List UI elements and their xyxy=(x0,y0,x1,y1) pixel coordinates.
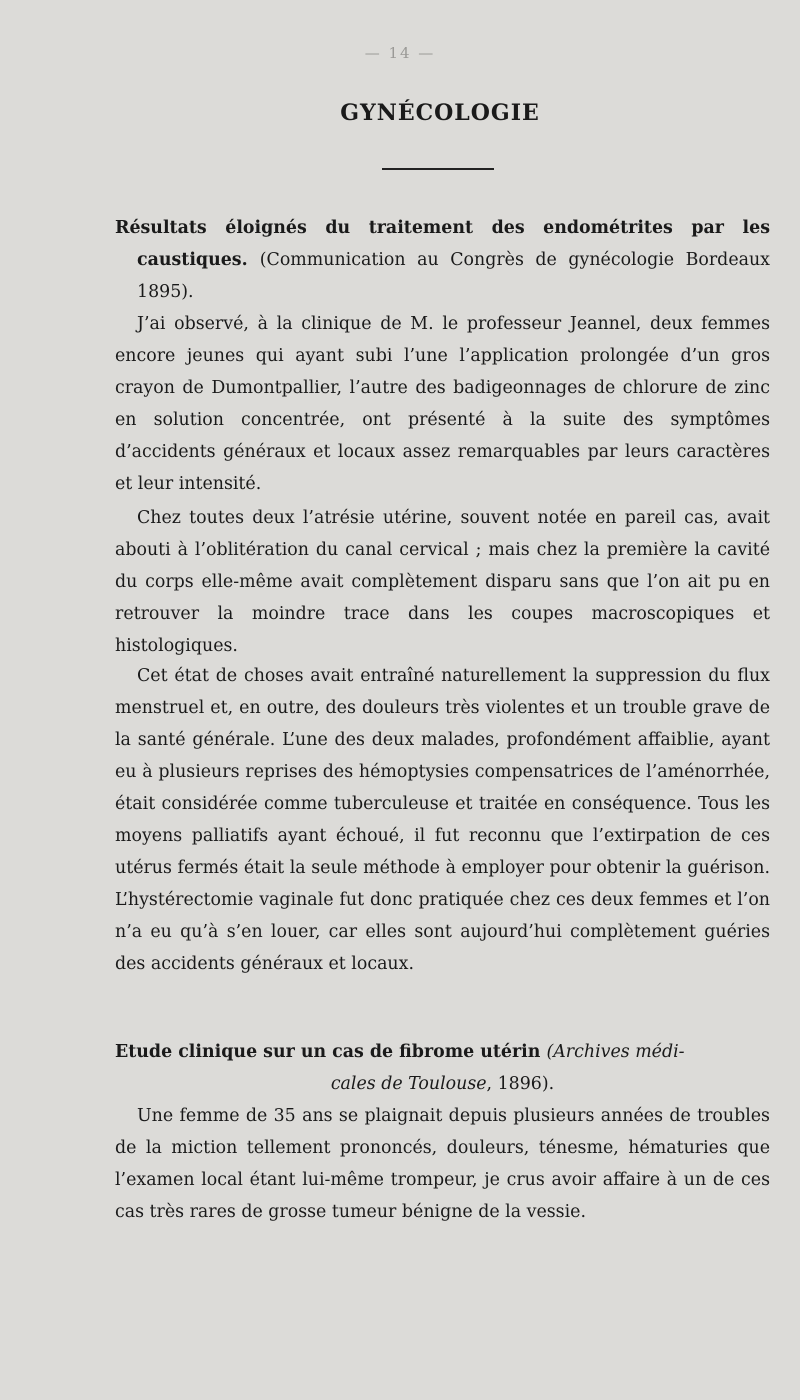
section1-paragraph-2: Chez toutes deux l’atrésie utérine, souvent notée en pareil cas, avait abouti à l’oblitération du canal cervical ; mais chez la première la cavité du corps elle-même avait complètement disparu sans que l’on ait pu en retrouver la moindre trace dans les coupes macroscopiques et histologiques. xyxy=(115,508,770,656)
section1-heading-block xyxy=(115,212,770,308)
page-number: — 14 — xyxy=(364,44,436,62)
section2-heading-block xyxy=(115,1036,770,1100)
section2-source-journal-b: cales de Toulouse xyxy=(330,1074,487,1094)
page-title: GYNÉCOLOGIE xyxy=(340,100,540,126)
section1-paragraph-3: Cet état de choses avait entraîné naturellement la suppression du flux menstruel et, en outre, des douleurs très violentes et un trouble grave de la santé générale. L’une des deux malades, profondément affaiblie, ayant eu à plusieurs reprises des hémoptysies compensatrices de l’aménorrhée, était considérée comme tuberculeuse et traitée en conséquence. Tous les moyens palliatifs ayant échoué, il fut reconnu que l’extirpation de ces utérus fermés était la seule méthode à employer pour obtenir la guérison. L’hystérectomie vaginale fut donc pratiquée chez ces deux femmes et l’on n’a eu qu’à s’en louer, car elles sont aujourd’hui complètement guéries des accidents généraux et locaux. xyxy=(115,666,770,974)
section1-note: (Communication au Congrès de gynécologie Bordeaux 1895). xyxy=(137,250,770,302)
section2-source-journal-a: (Archives médi- xyxy=(546,1042,685,1062)
section2-paragraph: Une femme de 35 ans se plaignait depuis plusieurs années de troubles de la miction tellement prononcés, douleurs, ténesme, hématuries que l’examen local étant lui-même trompeur, je crus avoir affaire à un de ces cas très rares de grosse tumeur bénigne de la vessie. xyxy=(115,1106,770,1222)
section2-heading: Etude clinique sur un cas de fibrome utérin xyxy=(115,1042,541,1062)
section1-paragraph-1: J’ai observé, à la clinique de M. le professeur Jeannel, deux femmes encore jeunes qui ayant subi l’une l’application prolongée d’un gros crayon de Dumontpallier, l’autre des badigeonnages de chlorure de zinc en solution concentrée, ont présenté à la suite des symptômes d’accidents généraux et locaux assez remarquables par leurs caractères et leur intensité. xyxy=(115,314,770,494)
section1-heading: Résultats éloignés du traitement des endométrites par les caustiques. xyxy=(115,218,770,270)
title-rule xyxy=(382,168,494,170)
section2-source-year: , 1896). xyxy=(486,1074,555,1094)
